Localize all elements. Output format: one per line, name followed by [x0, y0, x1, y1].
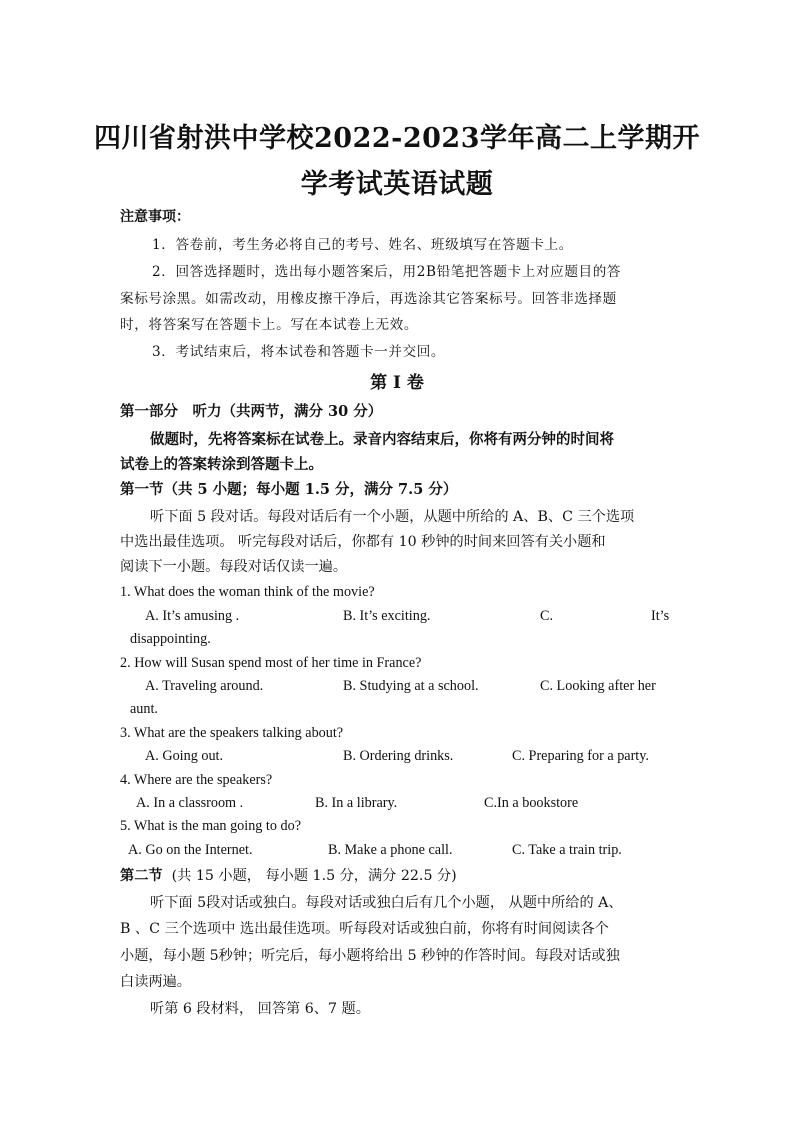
- q2-option-b: B. Studying at a school.: [343, 678, 479, 694]
- q3-option-c: C. Preparing for a party.: [512, 748, 649, 764]
- part1-instruction-line2: 试卷上的答案转涂到答题卡上。: [120, 456, 323, 473]
- section2-instruction-line3: 小题，每小题 5秒钟；听完后，每小题将给出 5 秒钟的作答时间。每段对话或独: [120, 948, 620, 964]
- section2-instruction-line1: 听下面 5段对话或独白。每段对话或独白后有几个小题， 从题中所给的 A、: [150, 895, 623, 911]
- q4-option-b: B. In a library.: [315, 795, 398, 811]
- section1-instruction-line2: 中选出最佳选项。 听完每段对话后，你都有 10 秒钟的时间来回答有关小题和: [120, 534, 606, 550]
- question-1: 1. What does the woman think of the movie?: [120, 584, 375, 600]
- section2-subheading: 听第 6 段材料， 回答第 6、7 题。: [150, 1001, 370, 1017]
- section2-instruction-line2: B 、C 三个选项中 选出最佳选项。听每段对话或独白前，你将有时间阅读各个: [120, 921, 609, 937]
- section2-heading-detail: (共 15 小题， 每小题 1.5 分，满分 22.5 分): [171, 868, 457, 884]
- q5-option-a: A. Go on the Internet.: [128, 842, 253, 858]
- q1-option-b: B. It’s exciting.: [343, 608, 431, 624]
- notice-item-3: 3．考试结束后，将本试卷和答题卡一并交回。: [152, 344, 446, 360]
- q5-option-c: C. Take a train trip.: [512, 842, 622, 858]
- section1-instruction-line1: 听下面 5 段对话。每段对话后有一个小题，从题中所给的 A、B、C 三个选项: [150, 509, 635, 525]
- q2-option-a: A. Traveling around.: [145, 678, 264, 694]
- part1-instruction-line1: 做题时，先将答案标在试卷上。录音内容结束后，你将有两分钟的时间将: [150, 431, 614, 448]
- notice-item-2-line2: 案标号涂黑。如需改动，用橡皮擦干净后，再选涂其它答案标号。回答非选择题: [120, 291, 617, 307]
- document-title-line1: 四川省射洪中学校2022-2023学年高二上学期开: [94, 123, 700, 154]
- q1-option-c-cont: disappointing.: [130, 631, 211, 647]
- section1-heading: 第一节（共 5 小题；每小题 1.5 分，满分 7.5 分）: [120, 481, 458, 498]
- q4-option-a: A. In a classroom .: [136, 795, 244, 811]
- section2-heading: [120, 865, 457, 885]
- q4-option-c: C.In a bookstore: [484, 795, 579, 811]
- q3-option-a: A. Going out.: [145, 748, 224, 764]
- notice-item-1: 1．答卷前，考生务必将自己的考号、姓名、班级填写在答题卡上。: [152, 237, 573, 253]
- volume-title: 第 I 卷: [370, 373, 424, 393]
- q5-option-b: B. Make a phone call.: [328, 842, 453, 858]
- section2-instruction-line4: 白读两遍。: [120, 974, 191, 990]
- section1-instruction-line3: 阅读下一小题。每段对话仅读一遍。: [120, 559, 348, 575]
- notice-item-2-line1: 2．回答选择题时，选出每小题答案后，用2B铅笔把答题卡上对应题目的答: [152, 264, 622, 280]
- part1-heading: 第一部分 听力（共两节，满分 30 分）: [120, 403, 383, 420]
- q1-option-c-text: It’s: [651, 608, 670, 624]
- q2-option-c-cont: aunt.: [130, 701, 158, 717]
- question-5: 5. What is the man going to do?: [120, 818, 301, 834]
- notice-item-2-line3: 时，将答案写在答题卡上。写在本试卷上无效。: [120, 317, 419, 333]
- section2-heading-label: 第二节: [120, 868, 163, 884]
- q1-option-c: C.: [540, 608, 554, 624]
- question-4: 4. Where are the speakers?: [120, 772, 273, 788]
- question-2: 2. How will Susan spend most of her time in France?: [120, 655, 422, 671]
- document-title-line2: 学考试英语试题: [300, 169, 494, 200]
- q1-option-a: A. It’s amusing .: [145, 608, 240, 624]
- notice-heading: 注意事项：: [120, 209, 190, 225]
- q2-option-c: C. Looking after her: [540, 678, 656, 694]
- q3-option-b: B. Ordering drinks.: [343, 748, 454, 764]
- question-3: 3. What are the speakers talking about?: [120, 725, 344, 741]
